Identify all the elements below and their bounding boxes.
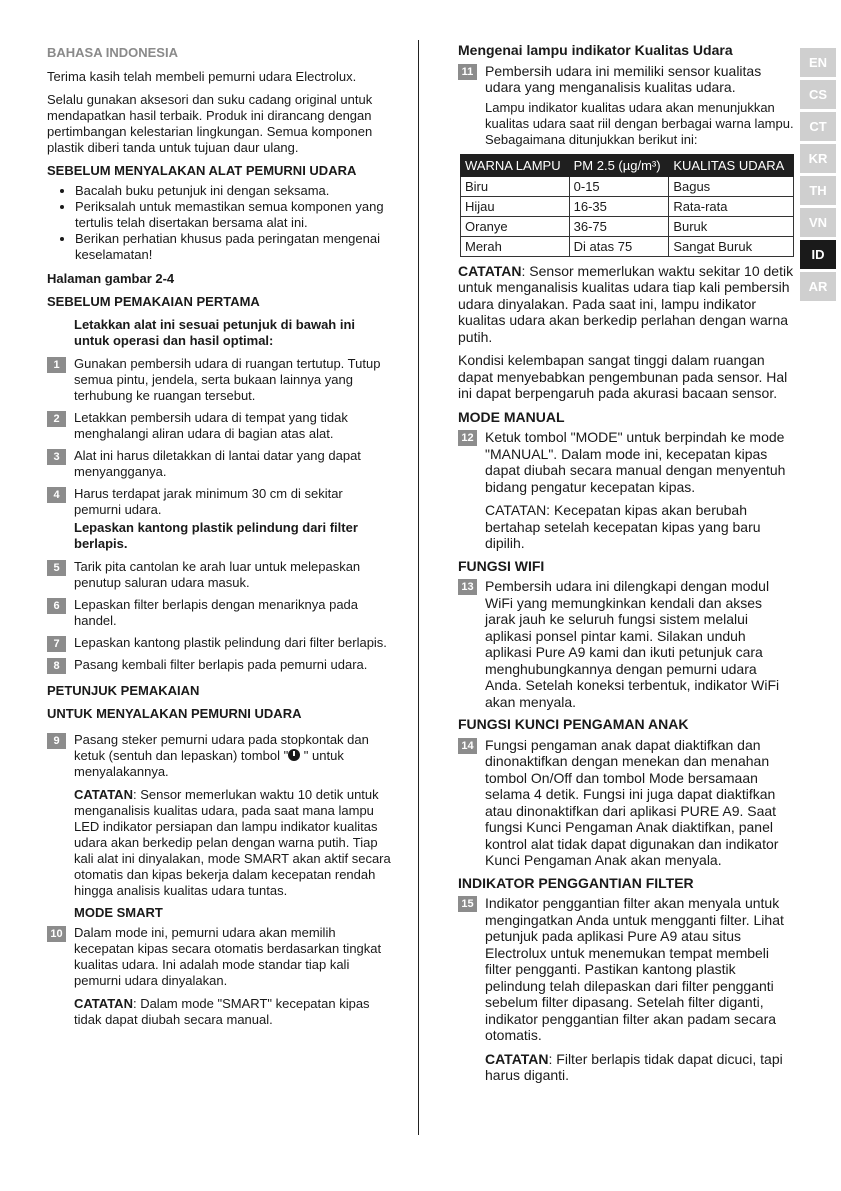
language-tab-cs[interactable]: CS [800,80,836,109]
language-tabs [800,48,836,304]
step-text: Lepaskan filter berlapis dengan menariknya pada handel. [74,597,359,628]
step-text: Gunakan pembersih udara di ruangan tertutup. Tutup semua pintu, jendela, serta bukaan lainnya yang terhubung ke ruangan tersebut. [74,356,381,403]
table-header-row [461,154,794,176]
step-1 [47,356,392,404]
step-number: 3 [47,449,66,465]
step-12 [458,429,794,552]
column-divider [418,40,419,1135]
note-body: : Sensor memerlukan waktu 10 detik untuk menganalisis kualitas udara, pada saat mana lampu LED indikator persiapan dan lampu indikator kualitas udara akan berkedip pelan dengan warna putih. Tiap kali alat ini dinyalakan, mode SMART akan aktif secara otomatis dan kipas bekerja dalam kecepatan rendah hingga analisis kualitas udara tuntas. [74,787,391,898]
before-use-list [47,183,392,263]
table-cell: Rata-rata [669,196,794,216]
table-row [461,236,794,256]
wifi-heading: FUNGSI WIFI [458,557,545,574]
table-cell: 0-15 [569,176,669,196]
smart-mode-heading: MODE SMART [74,905,163,920]
step-text: Indikator penggantian filter akan menyala untuk mengingatkan Anda untuk mengganti filter. Lihat petunjuk pada aplikasi Pure A9 atau situs Electrolux untuk menemukan tempat membeli filter pengganti. Pastikan kantong plastik pelindung telah dilepaskan dari filter pengganti sebelum filter dipasang. Setelah filter diganti, indikator penggantian filter akan padam secara otomatis. [485,895,784,1043]
table-cell: Merah [461,236,570,256]
remove-bag-instruction: Lepaskan kantong plastik pelindung dari filter berlapis. [74,520,358,551]
step-text: Lepaskan kantong plastik pelindung dari filter berlapis. [74,635,387,650]
language-tab-kr[interactable]: KR [800,144,836,173]
step-5 [47,559,392,591]
right-column [458,42,794,1090]
step-text: Pembersih udara ini dilengkapi dengan modul WiFi yang memungkinkan kendali dan akses jarak jauh ke seluruh fungsi sistem melalui aplikasi ponsel pintar kami. Silakan unduh aplikasi Pure A9 kami dan ikuti petunjuk cara menghubungkannya dengan pemurni udara Anda. Setelah koneksi terbentuk, indikator WiFi akan menyala. [485,578,780,710]
step-4 [47,486,392,518]
table-cell: Oranye [461,216,570,236]
column-header: PM 2.5 (µg/m³) [569,154,669,176]
table-cell: 36-75 [569,216,669,236]
table-cell: 16-35 [569,196,669,216]
step-11 [458,63,794,148]
air-quality-table [460,154,794,257]
usage-heading: PETUNJUK PEMAKAIAN [47,683,200,698]
step-text: Letakkan pembersih udara di tempat yang tidak menghalangi aliran udara di bagian atas alat. [74,410,348,441]
note-body: : Dalam mode "SMART" kecepatan kipas tidak dapat diubah secara manual. [74,996,370,1027]
page-reference: Halaman gambar 2-4 [47,271,175,286]
step-2 [47,410,392,442]
language-title: BAHASA INDONESIA [47,45,178,60]
step-text: Alat ini harus diletakkan di lantai datar yang dapat menyangganya. [74,448,361,479]
placement-instruction: Letakkan alat ini sesuai petunjuk di bawah ini untuk operasi dan hasil optimal: [74,317,356,348]
step-number: 6 [47,598,66,614]
table-row [461,216,794,236]
table-cell: Biru [461,176,570,196]
step-text: Ketuk tombol "MODE" untuk berpindah ke mode "MANUAL". Dalam mode ini, kecepatan kipas dapat diubah secara manual dengan menyentuh bidang pengatur kecepatan kipas. [485,429,786,495]
before-use-heading: SEBELUM MENYALAKAN ALAT PEMURNI UDARA [47,163,357,178]
step-number: 13 [458,579,477,595]
step-text: Harus terdapat jarak minimum 30 cm di sekitar pemurni udara. [74,486,343,517]
note-body: : Sensor memerlukan waktu sekitar 10 detik untuk menganalisis kualitas udara tiap kali pembersih udara dinyalakan. Pada saat ini, lampu indikator kualitas udara akan berkedip perlahan dengan warna putih. [458,262,794,345]
step-number: 5 [47,560,66,576]
note-label: CATATAN [485,1050,549,1067]
filter-indicator-heading: INDIKATOR PENGGANTIAN FILTER [458,874,694,891]
note-text [74,787,392,899]
list-item: • Bacalah buku petunjuk ini dengan seksama. [75,183,392,199]
step-text: Fungsi pengaman anak dapat diaktifkan dan dinonaktifkan dengan menekan dan menahan tombol On/Off dan tombol Mode bersamaan selama 4 detik. Fungsi ini juga dapat diaktifkan atau dinonaktifkan dari aplikasi PURE A9. Saat fungsi Kunci Pengaman Anak diaktifkan, panel kontrol alat tidak dapat digunakan dan indikator Kunci Pengaman Anak akan menyala. [485,736,779,868]
table-row [461,176,794,196]
step-number: 7 [47,636,66,652]
table-cell: Sangat Buruk [669,236,794,256]
step-8 [47,657,392,673]
language-tab-en[interactable]: EN [800,48,836,77]
language-tab-ct[interactable]: CT [800,112,836,141]
note-label: CATATAN [458,262,522,279]
language-tab-ar[interactable]: AR [800,272,836,301]
power-icon [288,749,300,761]
step-10 [47,925,392,1028]
step-text-2: Lampu indikator kualitas udara akan menunjukkan kualitas udara saat riil dengan berbagai warna lampu. Sebagaimana ditunjukkan berikut ini: [485,99,794,147]
step-number: 12 [458,430,477,446]
note-text: CATATAN: Kecepatan kipas akan berubah bertahap setelah kecepatan kipas yang baru dipilih. [485,502,761,551]
language-tab-vn[interactable]: VN [800,208,836,237]
step-text: Tarik pita cantolan ke arah luar untuk melepaskan penutup saluran udara masuk. [74,559,361,590]
step-number: 15 [458,896,477,912]
note-text [458,263,794,346]
table-row [461,196,794,216]
left-column [47,42,392,1034]
list-item: • Periksalah untuk memastikan semua komponen yang tertulis telah disertakan bersama alat ini. [75,199,392,231]
note-label: CATATAN [74,996,133,1011]
step-number: 9 [47,733,66,749]
column-header: WARNA LAMPU [461,154,570,176]
column-header: KUALITAS UDARA [669,154,794,176]
step-3 [47,448,392,480]
intro-text-2: Selalu gunakan aksesori dan suku cadang original untuk mendapatkan hasil terbaik. Produk ini dirancang dengan pertimbangan kelestarian lingkungan. Semua komponen plastik diberi tanda untuk tujuan daur ulang. [47,92,373,155]
turn-on-heading: UNTUK MENYALAKAN PEMURNI UDARA [47,706,302,721]
step-number: 2 [47,411,66,427]
step-text-part: " untuk menyalakannya. [74,748,344,779]
manual-mode-heading: MODE MANUAL [458,408,565,425]
step-number: 4 [47,487,66,503]
step-text: Pembersih udara ini memiliki sensor kualitas udara yang menganalisis kualitas udara. [485,62,762,95]
note-body: : Filter berlapis tidak dapat dicuci, tapi harus diganti. [485,1050,783,1083]
table-cell: Hijau [461,196,570,216]
step-text: Dalam mode ini, pemurni udara akan memilih kecepatan kipas secara otomatis berdasarkan tingkat kualitas udara. Ini adalah mode standar tiap kali pemurni udara dinyalakan. [74,925,382,988]
step-text: Pasang kembali filter berlapis pada pemurni udara. [74,657,368,672]
step-6 [47,597,392,629]
note-label: CATATAN [74,787,133,802]
step-13 [458,578,794,710]
language-tab-id[interactable]: ID [800,240,836,269]
step-number: 8 [47,658,66,674]
note-text [74,996,392,1028]
step-15 [458,895,794,1084]
humidity-text: Kondisi kelembapan sangat tinggi dalam ruangan dapat menyebabkan pengembunan pada sensor. Hal ini dapat berpengaruh pada akurasi bacaan sensor. [458,352,788,401]
air-quality-heading: Mengenai lampu indikator Kualitas Udara [458,42,733,58]
step-number: 11 [458,64,477,80]
table-cell: Bagus [669,176,794,196]
step-number: 14 [458,738,477,754]
step-9 [47,732,392,899]
language-tab-th[interactable]: TH [800,176,836,205]
step-number: 10 [47,926,66,942]
step-text-part: Pasang steker pemurni udara pada stopkontak dan ketuk (sentuh dan lepaskan) tombol " [74,732,369,763]
intro-text: Terima kasih telah membeli pemurni udara Electrolux. [47,69,357,84]
step-text [74,732,392,780]
first-use-heading: SEBELUM PEMAKAIAN PERTAMA [47,294,260,309]
step-14 [458,737,794,869]
step-number: 1 [47,357,66,373]
list-item: • Berikan perhatian khusus pada peringatan mengenai keselamatan! [75,231,392,263]
child-lock-heading: FUNGSI KUNCI PENGAMAN ANAK [458,716,689,732]
table-cell: Buruk [669,216,794,236]
note-text [485,1051,794,1084]
step-7 [47,635,392,651]
table-cell: Di atas 75 [569,236,669,256]
